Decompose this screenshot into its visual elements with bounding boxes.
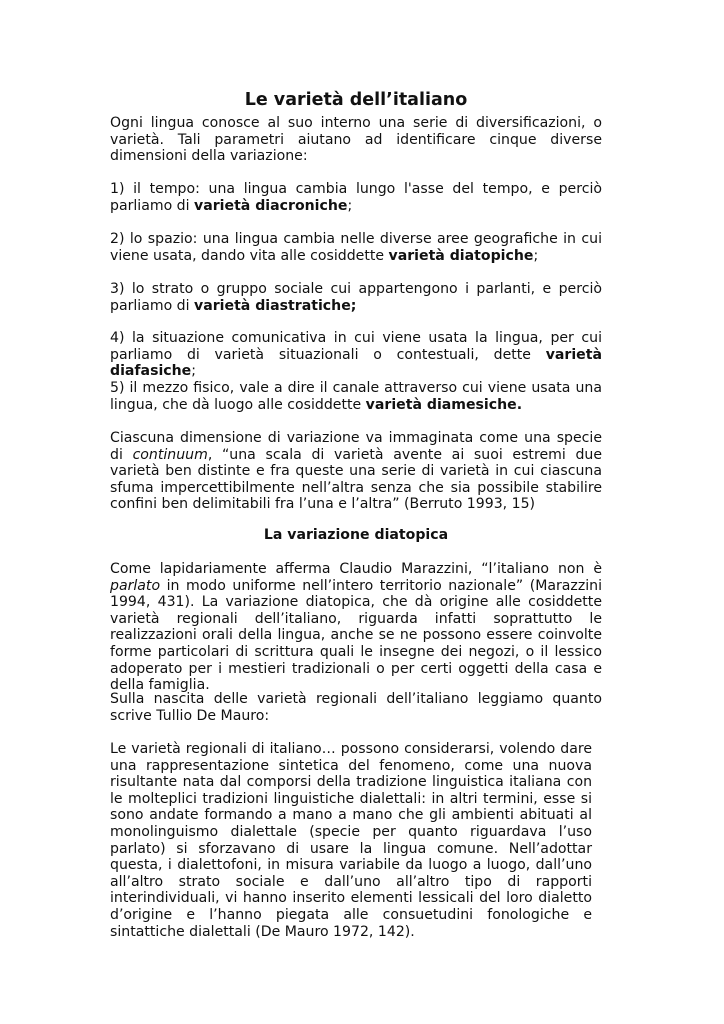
- dimension-text: 2) lo spazio: una lingua cambia nelle diverse aree geografiche in cui viene usata, dando vita alle cosiddette: [110, 231, 602, 264]
- demauro-intro-paragraph: Sulla nascita delle varietà regionali dell’italiano leggiamo quanto scrive Tullio De Mauro:: [110, 691, 602, 724]
- dimension-item-social: [110, 281, 602, 314]
- marazzini-italic-term: parlato: [110, 577, 161, 594]
- dimension-text: 1) il tempo: una lingua cambia lungo l'asse del tempo, e perciò parliamo di: [110, 181, 602, 214]
- dimension-item-space: [110, 231, 602, 264]
- continuum-text-start: Ciascuna dimensione di variazione va immaginata come una specie di: [110, 430, 602, 463]
- dimension-term: varietà diacroniche: [194, 197, 348, 214]
- section-heading: La variazione diatopica: [263, 527, 449, 543]
- dimension-term: varietà diatopiche: [388, 247, 534, 264]
- marazzini-text-start: Come lapidariamente afferma Claudio Marazzini, “l’italiano non è: [110, 561, 602, 577]
- continuum-paragraph: [110, 430, 602, 513]
- continuum-term: continuum: [132, 446, 208, 463]
- dimension-text: 3) lo strato o gruppo sociale cui appartengono i parlanti, e perciò parliamo di: [110, 281, 602, 314]
- dimension-term: varietà diamesiche.: [365, 396, 523, 413]
- dimension-term: varietà diastratiche;: [194, 297, 357, 314]
- marazzini-text-end: in modo uniforme nell’intero territorio nazionale” (Marazzini 1994, 431). La variazione diatopica, che dà origine alle cosiddette varietà regionali dell’italiano, riguarda infatti soprattutto le realizzazioni orali della lingua, anche se ne possono essere coinvolte forme particolari di scrittura quali le insegne dei negozi, o il lessico adoperato per i mestieri tradizionali o per certi oggetti della casa e della famiglia.: [110, 577, 602, 694]
- continuum-text-end: , “una scala di varietà avente ai suoi estremi due varietà ben distinte e fra queste una serie di varietà in cui ciascuna sfuma impercettibilmente nell’altra senza che sia possibile stabilire confini ben delimitabili fra l’una e l’altra” (Berruto 1993, 15): [110, 446, 602, 513]
- dimension-suffix: ;: [191, 363, 196, 380]
- page-title: Le varietà dell’italiano: [244, 90, 468, 110]
- marazzini-paragraph: [110, 561, 602, 694]
- dimension-text: 5) il mezzo fisico, vale a dire il canale attraverso cui viene usata una lingua, che dà luogo alle cosiddette: [110, 380, 602, 413]
- dimension-suffix: ;: [533, 247, 539, 264]
- dimension-suffix: ;: [347, 197, 353, 214]
- dimension-item-situation: [110, 330, 602, 380]
- intro-paragraph: Ogni lingua conosce al suo interno una serie di diversificazioni, o varietà. Tali parametri aiutano ad identificare cinque diverse dimensioni della variazione:: [110, 115, 602, 165]
- dimension-text: 4) la situazione comunicativa in cui viene usata la lingua, per cui parliamo di varietà situazionali o contestuali, dette: [110, 330, 602, 363]
- dimension-term: varietà diafasiche: [110, 346, 602, 380]
- dimension-item-time: [110, 181, 602, 214]
- dimension-item-medium: [110, 380, 602, 413]
- demauro-quote: Le varietà regionali di italiano… possono considerarsi, volendo dare una rappresentazione sintetica del fenomeno, come una nuova risultante nata dal comporsi della tradizione linguistica italiana con le molteplici tradizioni linguistiche dialettali: in altri termini, esse si sono andate formando a mano a mano che gli ambienti abituati al monolinguismo dialettale (specie per quanto riguardava l’uso parlato) si sforzavano di usare la lingua comune. Nell’adottar questa, i dialettofoni, in misura variabile da luogo a luogo, dall’uno all’altro strato sociale e dall’uno all’altro tipo di rapporti interindividuali, vi hanno inserito elementi lessicali del loro dialetto d’origine e l’hanno piegata alle consuetudini fonologiche e sintattiche dialettali (De Mauro 1972, 142).: [110, 741, 592, 940]
